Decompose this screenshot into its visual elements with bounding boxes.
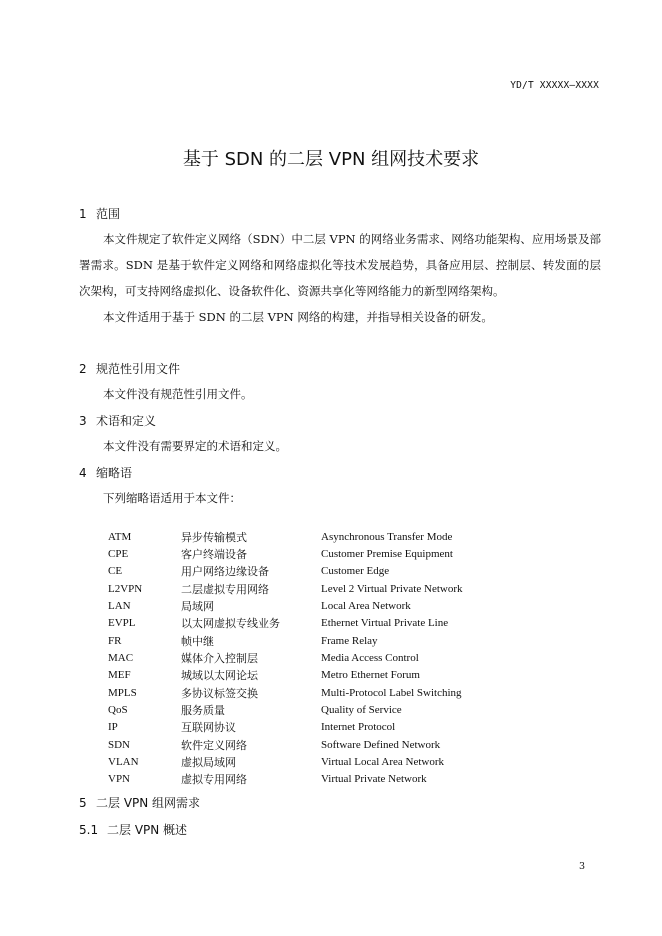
english-term-cell: Level 2 Virtual Private Network bbox=[321, 582, 463, 595]
section-number: 4 bbox=[79, 466, 87, 480]
english-term-cell: Frame Relay bbox=[321, 634, 378, 647]
section-title: 二层 VPN 组网需求 bbox=[96, 796, 201, 810]
section-title: 规范性引用文件 bbox=[96, 362, 181, 376]
table-row bbox=[108, 684, 463, 701]
abbr-cell: QoS bbox=[108, 704, 128, 717]
english-term-cell: Metro Ethernet Forum bbox=[321, 669, 420, 682]
document-title: 基于 SDN 的二层 VPN 组网技术要求 bbox=[182, 149, 480, 170]
terms-paragraph: 本文件没有需要界定的术语和定义。 bbox=[103, 439, 287, 453]
section-1-heading bbox=[79, 205, 120, 222]
section-title: 术语和定义 bbox=[96, 414, 157, 428]
english-term-cell: Ethernet Virtual Private Line bbox=[321, 617, 449, 630]
english-term-cell: Virtual Private Network bbox=[321, 773, 427, 786]
abbr-cell: ATM bbox=[108, 530, 132, 543]
document-code: YD/T XXXXX—XXXX bbox=[510, 80, 599, 91]
chinese-term-cell: 用户网络边缘设备 bbox=[181, 565, 269, 579]
table-row bbox=[108, 753, 463, 770]
english-term-cell: Quality of Service bbox=[321, 704, 402, 717]
section-5-heading bbox=[79, 794, 200, 811]
chinese-term-cell: 服务质量 bbox=[181, 704, 225, 718]
table-row bbox=[108, 632, 463, 649]
abbr-cell: SDN bbox=[108, 738, 131, 751]
chinese-term-cell: 客户终端设备 bbox=[181, 548, 247, 562]
chinese-term-cell: 异步传输模式 bbox=[181, 530, 247, 544]
abbr-cell: IP bbox=[108, 721, 118, 734]
english-term-cell: Internet Protocol bbox=[321, 721, 396, 734]
table-row bbox=[108, 736, 463, 753]
english-term-cell: Virtual Local Area Network bbox=[321, 756, 445, 769]
section-number: 2 bbox=[79, 362, 87, 376]
english-term-cell: Customer Premise Equipment bbox=[321, 548, 453, 561]
chinese-term-cell: 软件定义网络 bbox=[181, 738, 247, 752]
abbreviations-table-body bbox=[108, 528, 463, 788]
section-number: 1 bbox=[79, 207, 87, 221]
section-2-heading bbox=[79, 360, 180, 377]
table-row bbox=[108, 597, 463, 614]
section-number: 5.1 bbox=[79, 823, 99, 837]
scope-paragraph-2: 本文件适用于基于 SDN 的二层 VPN 网络的构建，并指导相关设备的研发。 bbox=[103, 310, 493, 324]
english-term-cell: Media Access Control bbox=[321, 652, 419, 665]
abbr-cell: VLAN bbox=[108, 756, 139, 769]
table-row bbox=[108, 701, 463, 718]
section-title: 二层 VPN 概述 bbox=[107, 823, 188, 837]
table-row bbox=[108, 528, 463, 545]
table-row bbox=[108, 563, 463, 580]
chinese-term-cell: 以太网虚拟专线业务 bbox=[181, 617, 280, 631]
chinese-term-cell: 互联网协议 bbox=[181, 721, 236, 735]
section-title: 范围 bbox=[96, 207, 121, 221]
abbr-cell: EVPL bbox=[108, 617, 136, 630]
section-number: 3 bbox=[79, 414, 87, 428]
abbr-cell: MPLS bbox=[108, 686, 137, 699]
section-3-heading bbox=[79, 412, 156, 429]
abbr-cell: FR bbox=[108, 634, 122, 647]
table-row bbox=[108, 545, 463, 562]
section-4-heading bbox=[79, 464, 132, 481]
table-row bbox=[108, 719, 463, 736]
chinese-term-cell: 多协议标签交换 bbox=[181, 686, 258, 700]
abbr-cell: CE bbox=[108, 565, 123, 578]
chinese-term-cell: 虚拟专用网络 bbox=[181, 773, 247, 787]
section-number: 5 bbox=[79, 796, 87, 810]
english-term-cell: Software Defined Network bbox=[321, 738, 441, 751]
english-term-cell: Customer Edge bbox=[321, 565, 390, 578]
normative-paragraph: 本文件没有规范性引用文件。 bbox=[103, 387, 253, 401]
english-term-cell: Multi-Protocol Label Switching bbox=[321, 686, 462, 699]
chinese-term-cell: 帧中继 bbox=[181, 634, 214, 648]
english-term-cell: Asynchronous Transfer Mode bbox=[321, 530, 453, 543]
abbr-cell: LAN bbox=[108, 600, 131, 613]
chinese-term-cell: 城域以太网论坛 bbox=[181, 669, 258, 683]
table-row bbox=[108, 615, 463, 632]
chinese-term-cell: 局域网 bbox=[181, 600, 214, 614]
table-row bbox=[108, 667, 463, 684]
section-5-1-heading bbox=[79, 821, 187, 838]
table-row bbox=[108, 649, 463, 666]
english-term-cell: Local Area Network bbox=[321, 600, 411, 613]
abbr-cell: MAC bbox=[108, 652, 134, 665]
table-row bbox=[108, 771, 463, 788]
abbreviations-intro: 下列缩略语适用于本文件： bbox=[103, 491, 241, 505]
abbr-cell: VPN bbox=[108, 773, 131, 786]
scope-paragraph-1: 本文件规定了软件定义网络（SDN）中二层 VPN 的网络业务需求、网络功能架构、应用场景及部署需求。SDN 是基于软件定义网络和网络虚拟化等技术发展趋势，具备应用层、控制层、转发面的层次架构，可支持网络虚拟化、设备软件化、资源共享化等网络能力的新型网络架构。 bbox=[79, 232, 601, 298]
abbr-cell: MEF bbox=[108, 669, 131, 682]
abbreviations-table bbox=[108, 528, 463, 788]
chinese-term-cell: 二层虚拟专用网络 bbox=[181, 582, 269, 596]
abbr-cell: L2VPN bbox=[108, 582, 143, 595]
page-number: 3 bbox=[578, 861, 585, 872]
chinese-term-cell: 媒体介入控制层 bbox=[181, 652, 258, 666]
chinese-term-cell: 虚拟局域网 bbox=[181, 756, 236, 770]
table-row bbox=[108, 580, 463, 597]
abbr-cell: CPE bbox=[108, 548, 129, 561]
section-title: 缩略语 bbox=[96, 466, 133, 480]
